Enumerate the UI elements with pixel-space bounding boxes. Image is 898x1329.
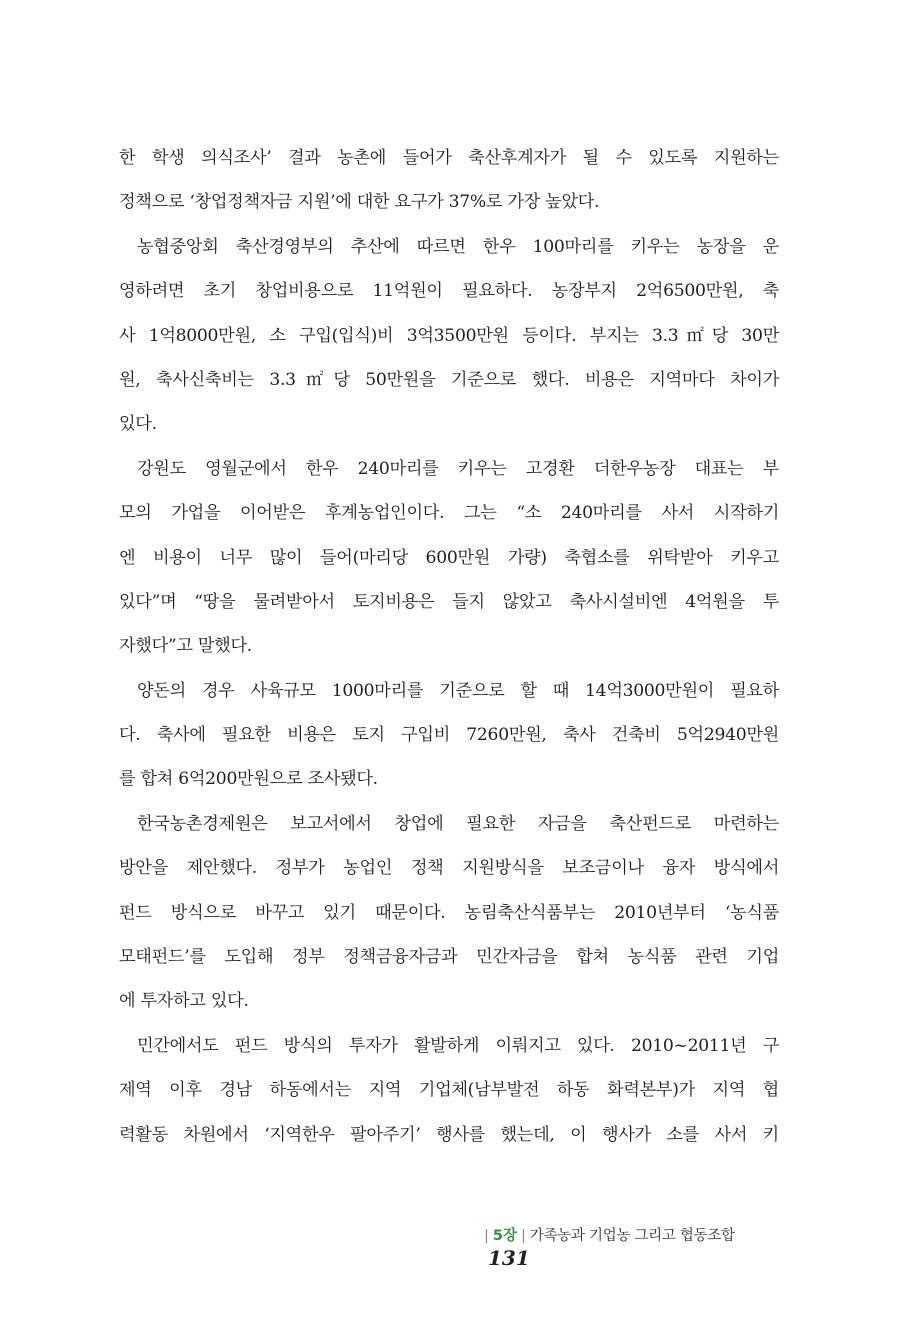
text-line: 한 학생 의식조사’ 결과 농촌에 들어가 축산후계자가 될 수 있도록 지원하는 xyxy=(119,148,779,168)
text-line: 방안을 제안했다. 정부가 농업인 정책 지원방식을 보조금이나 융자 방식에서 xyxy=(119,858,779,879)
body-text xyxy=(119,136,779,1157)
text-line: 모태펀드’를 도입해 정부 정책금융자금과 민간자금을 합쳐 농식품 관련 기업 xyxy=(119,947,779,968)
text-line: 자했다”고 말했다. xyxy=(119,636,252,657)
paragraph xyxy=(119,802,779,1024)
text-line: 다. 축사에 필요한 비용은 토지 구입비 7260만원, 축사 건축비 5억2940만원 xyxy=(119,725,779,746)
text-line: 영하려면 초기 창업비용으로 11억원이 필요하다. 농장부지 2억6500만원, 축 xyxy=(119,281,779,302)
text-line: 정책으로 ‘창업정책자금 지원’에 대한 요구가 37%로 가장 높았다. xyxy=(119,192,600,213)
text-line: 강원도 영월군에서 한우 240마리를 키우는 고경환 더한우농장 대표는 부 xyxy=(137,458,779,479)
page-footer xyxy=(480,1224,780,1270)
paragraph xyxy=(119,1024,779,1157)
footer-separator-right: | xyxy=(521,1228,526,1244)
text-line: 엔 비용이 너무 많이 들어(마리당 600만원 가량) 축협소를 위탁받아 키우고 xyxy=(119,547,779,568)
paragraph xyxy=(119,447,779,669)
text-line: 있다. xyxy=(119,414,157,435)
text-line: 력활동 차원에서 ‘지역한우 팔아주기’ 행사를 했는데, 이 행사가 소를 사서 키 xyxy=(119,1124,779,1145)
footer-separator-left: | xyxy=(484,1228,489,1244)
text-line: 있다”며 “땅을 물려받아서 토지비용은 들지 않았고 축사시설비엔 4억원을 투 xyxy=(119,591,779,612)
chapter-title: 가족농과 기업농 그리고 협동조합 xyxy=(529,1228,735,1244)
text-line: 를 합쳐 6억200만원으로 조사됐다. xyxy=(119,769,378,790)
text-line: 원, 축사신축비는 3.3㎡당 50만원을 기준으로 했다. 비용은 지역마다 차이가 xyxy=(119,369,779,390)
text-line: 제역 이후 경남 하동에서는 지역 기업체(남부발전 하동 화력본부)가 지역 협 xyxy=(119,1080,779,1101)
text-line: 에 투자하고 있다. xyxy=(119,991,249,1012)
text-line: 한국농촌경제원은 보고서에서 창업에 필요한 자금을 축산펀드로 마련하는 xyxy=(137,813,779,834)
page-number: 131 xyxy=(488,1246,530,1270)
text-line: 모의 가업을 이어받은 후계농업인이다. 그는 “소 240마리를 사서 시작하기 xyxy=(119,503,779,524)
text-line: 양돈의 경우 사육규모 1000마리를 기준으로 할 때 14억3000만원이 필요하 xyxy=(137,680,779,701)
text-line: 사 1억8000만원, 소 구입(입식)비 3억3500만원 등이다. 부지는 3.3㎡당 30만 xyxy=(119,325,779,346)
paragraph xyxy=(119,669,779,802)
text-line: 민간에서도 펀드 방식의 투자가 활발하게 이뤄지고 있다. 2010~2011년 구 xyxy=(137,1035,779,1056)
paragraph xyxy=(119,225,779,447)
text-line: 펀드 방식으로 바꾸고 있기 때문이다. 농림축산식품부는 2010년부터 ‘농식품 xyxy=(119,902,779,923)
text-line: 농협중앙회 축산경영부의 추산에 따르면 한우 100마리를 키우는 농장을 운 xyxy=(137,236,779,257)
chapter-label: 5장 xyxy=(492,1228,517,1244)
paragraph xyxy=(119,136,779,225)
